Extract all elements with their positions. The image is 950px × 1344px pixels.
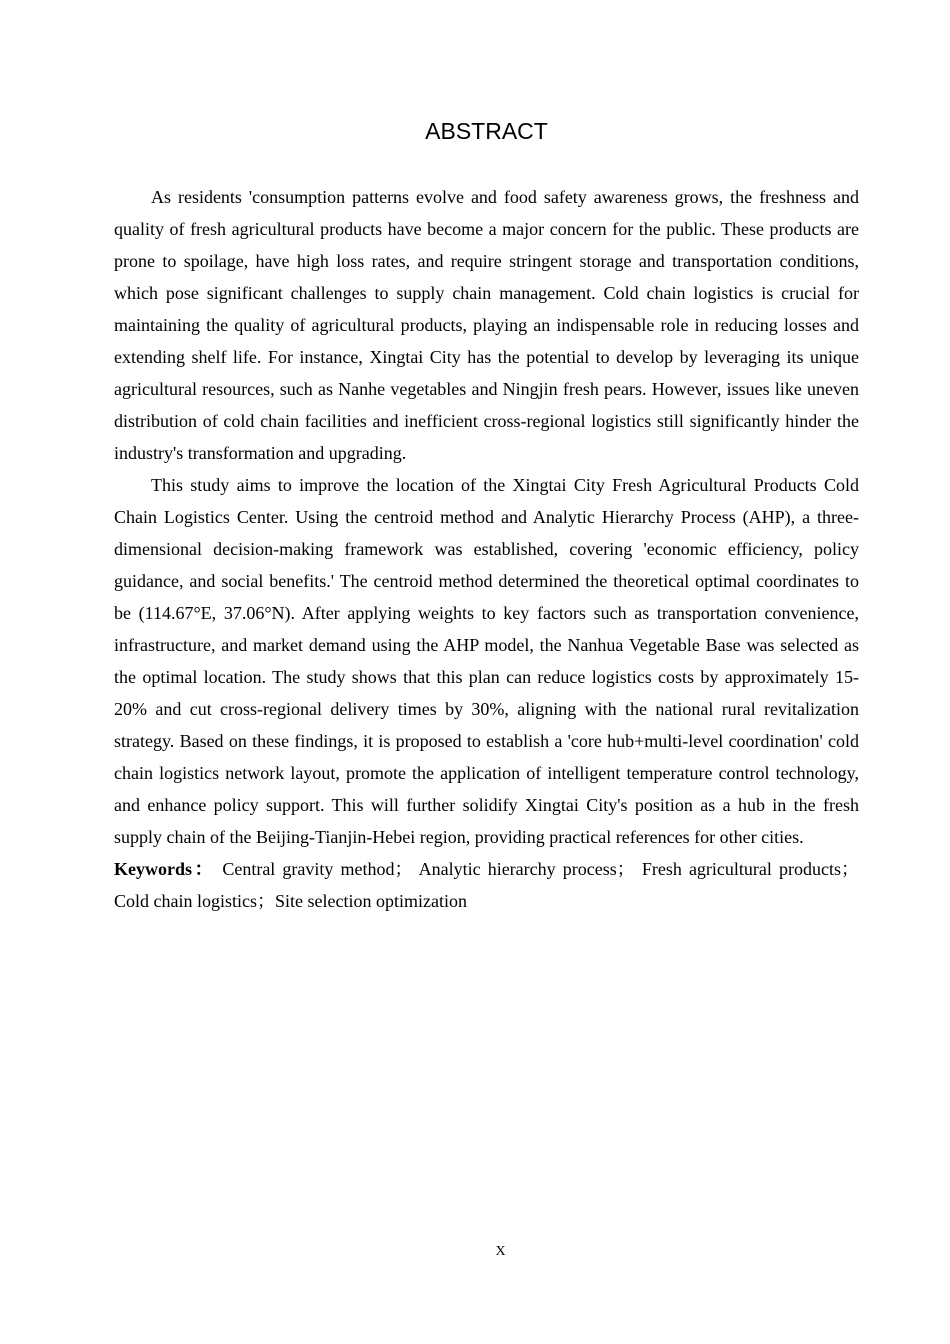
keywords-label: Keywords： — [114, 859, 216, 879]
abstract-body — [114, 181, 859, 917]
abstract-title: ABSTRACT — [425, 118, 548, 144]
keywords-line — [114, 853, 859, 917]
abstract-paragraph-1: As residents 'consumption patterns evolve and food safety awareness grows, the freshness and quality of fresh agricultural products have become a major concern for the public. These products are prone to spoilage, have high loss rates, and require stringent storage and transportation conditions, which pose significant challenges to supply chain management. Cold chain logistics is crucial for maintaining the quality of agricultural products, playing an indispensable role in reducing losses and extending shelf life. For instance, Xingtai City has the potential to develop by leveraging its unique agricultural resources, such as Nanhe vegetables and Ningjin fresh pears. However, issues like uneven distribution of cold chain facilities and inefficient cross-regional logistics still significantly hinder the industry's transformation and upgrading. — [114, 187, 859, 463]
keywords-text: Central gravity method； Analytic hierarchy process； Fresh agricultural products；Cold chain logistics；Site selection optimization — [114, 859, 859, 911]
abstract-paragraph-2: This study aims to improve the location of the Xingtai City Fresh Agricultural Products Cold Chain Logistics Center. Using the centroid method and Analytic Hierarchy Process (AHP), a three-dimensional decision-making framework was established, covering 'economic efficiency, policy guidance, and social benefits.' The centroid method determined the theoretical optimal coordinates to be (114.67°E, 37.06°N). After applying weights to key factors such as transportation convenience, infrastructure, and market demand using the AHP model, the Nanhua Vegetable Base was selected as the optimal location. The study shows that this plan can reduce logistics costs by approximately 15-20% and cut cross-regional delivery times by 30%, aligning with the national rural revitalization strategy. Based on these findings, it is proposed to establish a 'core hub+multi-level coordination' cold chain logistics network layout, promote the application of intelligent temperature control technology, and enhance policy support. This will further solidify Xingtai City's position as a hub in the fresh supply chain of the Beijing-Tianjin-Hebei region, providing practical references for other cities. — [114, 475, 859, 847]
page-number: X — [495, 1244, 506, 1259]
